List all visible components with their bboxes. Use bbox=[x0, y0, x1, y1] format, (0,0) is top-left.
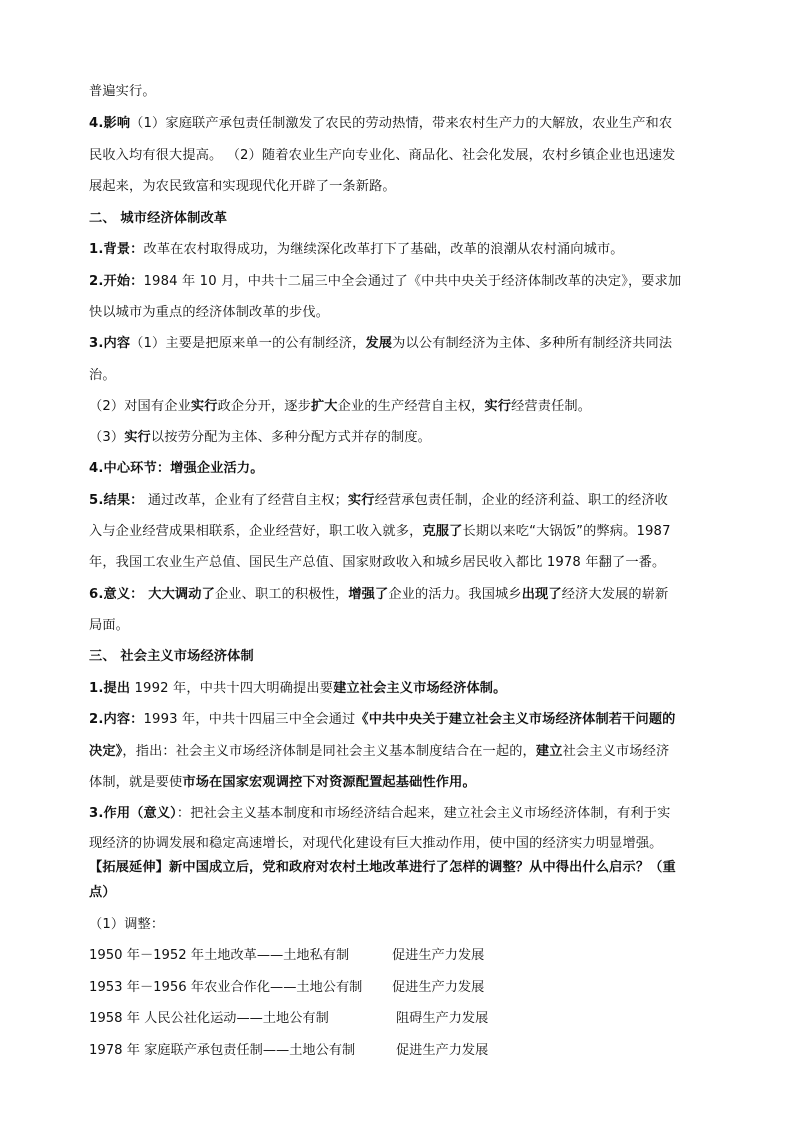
text-line: 治。 bbox=[89, 368, 116, 383]
timeline-row bbox=[89, 946, 485, 966]
timeline-row bbox=[89, 1041, 489, 1061]
extension-heading: 点） bbox=[89, 885, 116, 900]
text-line: 年，我国工农业生产总值、国民生产总值、国家财政收入和城乡居民收入都比 1978 年翻了一番。 bbox=[89, 555, 666, 570]
text-line: 入与企业经营成果相联系，企业经营好，职工收入就多，克服了长期以来吃“大锅饭”的弊病。1987 bbox=[89, 524, 671, 539]
text-line: 5.结果： 通过改革，企业有了经营自主权；实行经营承包责任制，企业的经济利益、职工的经济收 bbox=[89, 493, 669, 508]
text-line: 民收入均有很大提高。 （2）随着农业生产向专业化、商品化、社会化发展，农村乡镇企业也迅速发 bbox=[89, 148, 676, 163]
text-line: 展起来，为农民致富和实现现代化开辟了一条新路。 bbox=[89, 179, 396, 194]
section-heading: 二、 城市经济体制改革 bbox=[89, 211, 228, 226]
text-line: 1.背景：改革在农村取得成功，为继续深化改革打下了基础，改革的浪潮从农村涌向城市。 bbox=[89, 242, 624, 257]
timeline-period: 1958 年 人民公社化运动——土地公有制 bbox=[89, 1011, 329, 1026]
text-line: 局面。 bbox=[89, 618, 130, 633]
text-line: 2.内容：1993 年，中共十四届三中全会通过《中共中央关于建立社会主义市场经济体制若干问题的 bbox=[89, 712, 676, 727]
text-line: 4.中心环节：增强企业活力。 bbox=[89, 461, 264, 476]
text-line: 3.内容（1）主要是把原来单一的公有制经济，发展为以公有制经济为主体、多种所有制经济共同法 bbox=[89, 336, 673, 351]
timeline-period: 1950 年－1952 年土地改革——土地私有制 bbox=[89, 948, 350, 963]
text-line: 普遍实行。 bbox=[89, 84, 156, 99]
timeline-period: 1953 年－1956 年农业合作化——土地公有制 bbox=[89, 980, 363, 995]
text-line: 快以城市为重点的经济体制改革的步伐。 bbox=[89, 305, 330, 320]
timeline-row bbox=[89, 1009, 489, 1029]
section-heading: 三、 社会主义市场经济体制 bbox=[89, 649, 254, 664]
timeline-effect: 促进生产力发展 bbox=[392, 980, 485, 995]
text-line: （2）对国有企业实行政企分开，逐步扩大企业的生产经营自主权，实行经营责任制。 bbox=[89, 399, 592, 414]
text-line: 3.作用（意义）：把社会主义基本制度和市场经济结合起来，建立社会主义市场经济体制，有利于实 bbox=[89, 806, 671, 821]
text-line: （3）实行以按劳分配为主体、多种分配方式并存的制度。 bbox=[89, 430, 431, 445]
timeline-effect: 阻碍生产力发展 bbox=[396, 1011, 489, 1026]
text-line: 决定》，指出：社会主义市场经济体制是同社会主义基本制度结合在一起的，建立社会主义市场经济 bbox=[89, 744, 670, 759]
extension-heading: 【拓展延伸】新中国成立后，党和政府对农村土地改革进行了怎样的调整？从中得出什么启示？（重 bbox=[89, 860, 676, 875]
text-line: （1）调整： bbox=[89, 917, 165, 932]
text-line: 现经济的协调发展和稳定高速增长，对现代化建设有巨大推动作用，使中国的经济实力明显增强。 bbox=[89, 836, 663, 851]
text-line: 体制，就是要使市场在国家宏观调控下对资源配置起基础性作用。 bbox=[89, 775, 476, 790]
text-line: 4.影响（1）家庭联产承包责任制激发了农民的劳动热情，带来农村生产力的大解放，农业生产和农 bbox=[89, 116, 673, 131]
section-label: 4.影响 bbox=[89, 116, 131, 131]
text-line: 6.意义： 大大调动了企业、职工的积极性，增强了企业的活力。我国城乡出现了经济大发展的崭新 bbox=[89, 587, 669, 602]
text-line: 2.开始：1984 年 10 月，中共十二届三中全会通过了《中共中央关于经济体制改革的决定》，要求加 bbox=[89, 274, 682, 289]
timeline-effect: 促进生产力发展 bbox=[392, 948, 485, 963]
text-line: 1.提出 1992 年，中共十四大明确提出要建立社会主义市场经济体制。 bbox=[89, 681, 507, 696]
timeline-period: 1978 年 家庭联产承包责任制——土地公有制 bbox=[89, 1043, 356, 1058]
timeline-effect: 促进生产力发展 bbox=[396, 1043, 489, 1058]
timeline-row bbox=[89, 978, 485, 998]
